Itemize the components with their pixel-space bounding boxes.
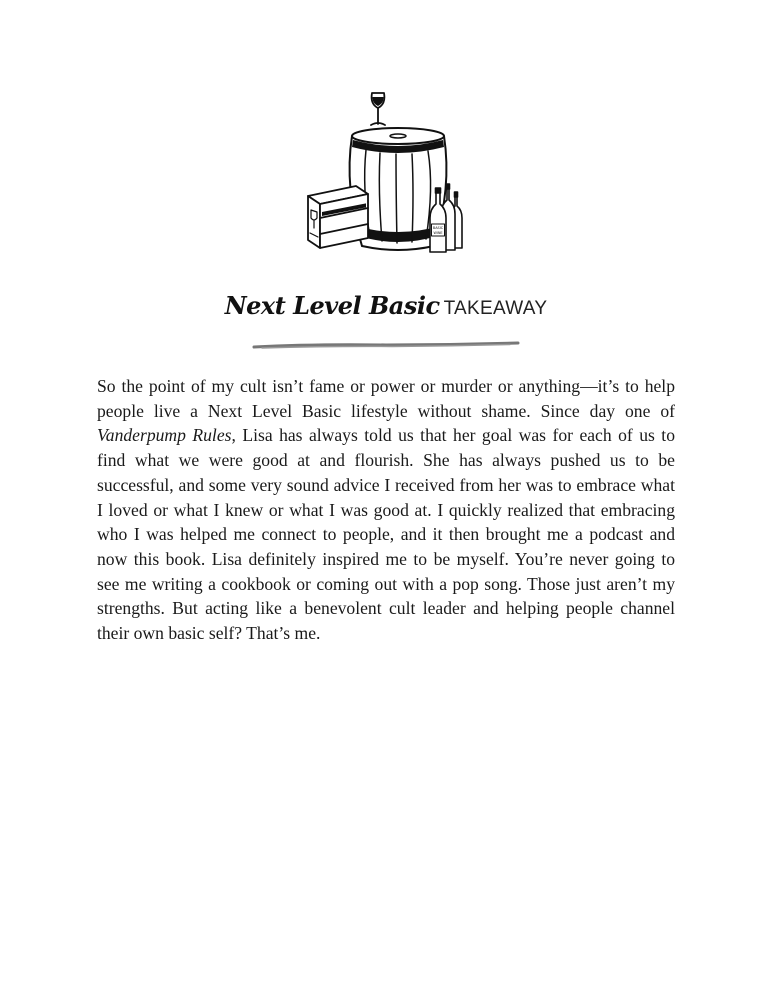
paragraph-text-part1: So the point of my cult isn’t fame or power or murder or anything—it’s to help people live a Next Level Basic lifestyle without shame. Since day one of: [97, 376, 675, 421]
section-heading: [0, 291, 772, 320]
show-title-italic: Vanderpump Rules: [97, 425, 232, 446]
takeaway-paragraph: [97, 374, 675, 646]
wine-barrel-illustration: [296, 88, 476, 258]
brush-underline-divider: [252, 340, 520, 352]
wine-glass-icon: [371, 93, 385, 125]
paragraph-text-part2: , Lisa has always told us that her goal was for each of us to find what we were good at and flourish. She has always pushed us to be successful, and some very sound advice I received from her was to embrace what I loved or what I knew or what I was good at. I quickly realized that embracing who I was helped me connect to people, and it then brought me a podcast and now this book. Lisa definitely inspired me to be myself. You’re never going to see me writing a cookbook or coming out with a pop song. Those just aren’t my strengths. But acting like a benevolent cult leader and helping people channel their own basic self? That’s me.: [97, 425, 675, 644]
svg-text:BASIC: BASIC: [432, 226, 444, 230]
heading-script-text: Next Level Basic: [224, 291, 440, 320]
svg-text:WINE: WINE: [433, 231, 443, 235]
heading-caps-text: TAKEAWAY: [443, 298, 548, 319]
wooden-crate-icon: [308, 186, 368, 248]
